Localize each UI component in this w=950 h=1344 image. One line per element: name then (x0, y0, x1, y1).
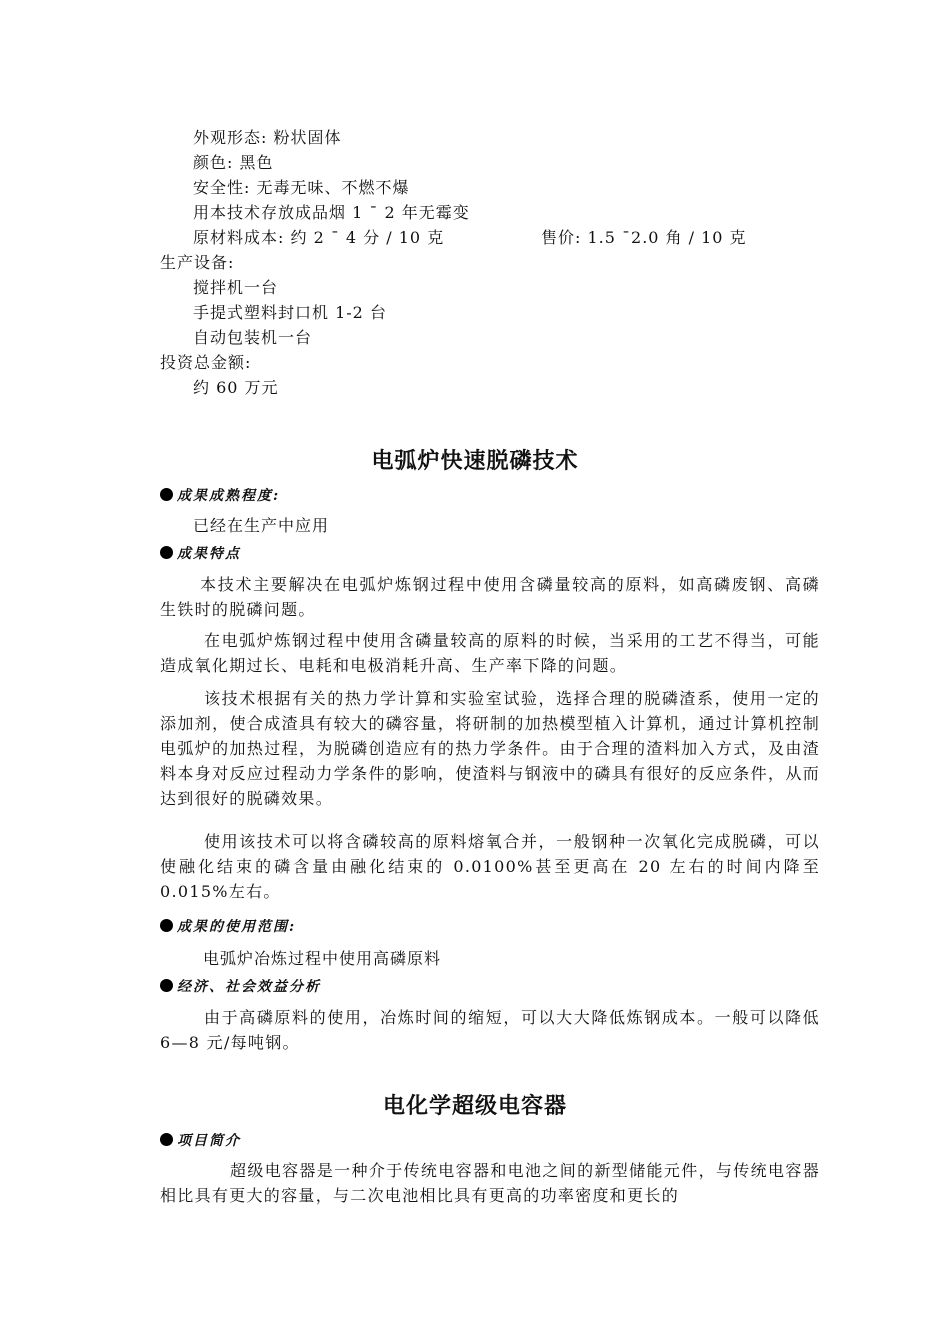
equipment-item: 手提式塑料封口机 1-2 台 (193, 303, 387, 322)
equipment-label: 生产设备: (160, 253, 235, 272)
features-paragraph-4: 使用该技术可以将含磷较高的原料熔氧合并，一般钢种一次氧化完成脱磷，可以使融化结束的磷含量由融化结束的 0.0100%甚至更高在 20 左右的时间内降至 0.015%左右。 (160, 832, 820, 901)
features-paragraph-1: 本技术主要解决在电弧炉炼钢过程中使用含磷量较高的原料，如高磷废钢、高磷生铁时的脱磷问题。 (160, 575, 820, 619)
benefit-paragraph: 由于高磷原料的使用，冶炼时间的缩短，可以大大降低炼钢成本。一般可以降低 6—8 元/每吨钢。 (160, 1008, 820, 1052)
appearance-line: 外观形态: 粉状固体 (193, 128, 342, 147)
cost-line: 原材料成本: 约 2 ¯ 4 分 / 10 克 (193, 228, 445, 247)
price-line: 售价: 1.5 ¯2.0 角 / 10 克 (541, 228, 747, 247)
benefit-heading (160, 976, 321, 998)
features-paragraph-2: 在电弧炉炼钢过程中使用含磷量较高的原料的时候，当采用的工艺不得当，可能造成氧化期过长、电耗和电极消耗升高、生产率下降的问题。 (160, 631, 820, 675)
features-label: 成果特点 (177, 546, 241, 562)
investment-value: 约 60 万元 (193, 378, 279, 397)
intro-paragraph: 超级电容器是一种介于传统电容器和电池之间的新型储能元件，与传统电容器相比具有更大的容量，与二次电池相比具有更高的功率密度和更长的 (160, 1161, 820, 1205)
safety-line: 安全性: 无毒无味、不燃不爆 (193, 178, 410, 197)
section-title: 电弧炉快速脱磷技术 (371, 449, 579, 474)
maturity-heading (160, 485, 280, 507)
section-title: 电化学超级电容器 (382, 1094, 567, 1119)
investment-label: 投资总金额: (160, 353, 252, 372)
scope-heading (160, 916, 296, 938)
maturity-label: 成果成熟程度: (177, 488, 281, 504)
color-line: 颜色: 黑色 (193, 153, 274, 172)
features-heading (160, 543, 241, 565)
equipment-item: 自动包装机一台 (193, 328, 313, 347)
scope-text: 电弧炉冶炼过程中使用高磷原料 (203, 949, 442, 968)
bullet-icon (160, 488, 173, 501)
intro-label: 项目简介 (177, 1133, 241, 1149)
scope-label: 成果的使用范围: (177, 919, 297, 935)
equipment-item: 搅拌机一台 (193, 278, 279, 297)
bullet-icon (160, 979, 173, 992)
benefit-label: 经济、社会效益分析 (177, 979, 321, 995)
intro-heading (160, 1130, 241, 1152)
bullet-icon (160, 1133, 173, 1146)
bullet-icon (160, 546, 173, 559)
storage-line: 用本技术存放成品烟 1 ¯ 2 年无霉变 (193, 203, 470, 222)
bullet-icon (160, 919, 173, 932)
maturity-text: 已经在生产中应用 (193, 516, 330, 535)
features-paragraph-3: 该技术根据有关的热力学计算和实验室试验，选择合理的脱磷渣系，使用一定的添加剂，使合成渣具有较大的磷容量，将研制的加热模型植入计算机，通过计算机控制电弧炉的加热过程，为脱磷创造应有的热力学条件。由于合理的渣料加入方式，及由渣料本身对反应过程动力学条件的影响，使渣料与钢液中的磷具有很好的反应条件，从而达到很好的脱磷效果。 (160, 689, 820, 808)
